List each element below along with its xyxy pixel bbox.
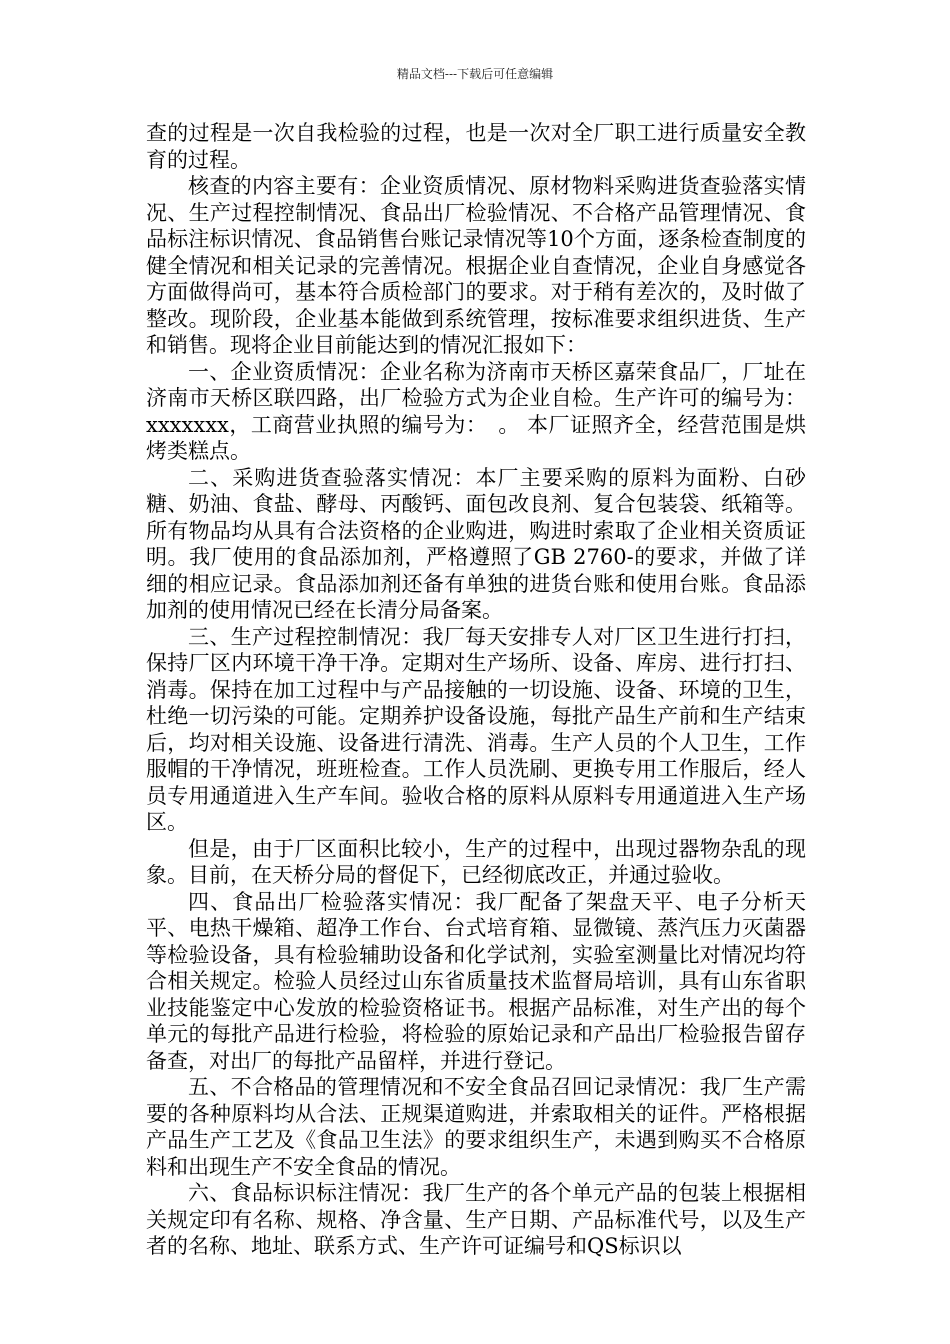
paragraph-production-control: 三、生产过程控制情况：我厂每天安排专人对厂区卫生进行打扫，保持厂区内环境干净干净。定期对生产场所、设备、库房、进行打扫、消毒。保持在加工过程中与产品接触的一切设施、设备、环境的卫生，杜绝一切污染的可能。定期养护设备设施，每批产品生产前和生产结束后，均对相关设施、设备进行清洗、消毒。生产人员的个人卫生，工作服帽的干净情况，班班检查。工作人员洗刷、更换专用工作服后，经人员专用通道进入生产车间。验收合格的原料从原料专用通道进入生产场区。 — [146, 624, 806, 834]
paragraph-qualification: 一、企业资质情况：企业名称为济南市天桥区嘉荣食品厂，厂址在济南市天桥区联四路，出厂检验方式为企业自检。生产许可的编号为：xxxxxxx，工商营业执照的编号为： 。 本厂证照齐全，经营范围是烘烤类糕点。 — [146, 359, 806, 463]
paragraph-labeling: 六、食品标识标注情况：我厂生产的各个单元产品的包装上根据相关规定印有名称、规格、净含量、生产日期、产品标准代号，以及生产者的名称、地址、联系方式、生产许可证编号和QS标识以 — [146, 1181, 806, 1258]
paragraph-factory-inspection: 四、食品出厂检验落实情况：我厂配备了架盘天平、电子分析天平、电热干燥箱、超净工作台、台式培育箱、显微镜、蒸汽压力灭菌器等检验设备，具有检验辅助设备和化学试剂，实验室测量比对情况均符合相关规定。检验人员经过山东省质量技术监督局培训，具有山东省职业技能鉴定中心发放的检验资格证书。根据产品标准，对生产出的每个单元的每批产品进行检验，将检验的原始记录和产品出厂检验报告留存备查，对出厂的每批产品留样，并进行登记。 — [146, 889, 806, 1073]
paragraph-inspection-scope: 核查的内容主要有：企业资质情况、原材物料采购进货查验落实情况、生产过程控制情况、食品出厂检验情况、不合格产品管理情况、食品标注标识情况、食品销售台账记录情况等10个方面，逐条检查制度的健全情况和相关记录的完善情况。根据企业自查情况，企业自身感觉各方面做得尚可，基本符合质检部门的要求。对于稍有差次的，及时做了整改。现阶段，企业基本能做到系统管理，按标准要求组织进货、生产和销售。现将企业目前能达到的情况汇报如下： — [146, 174, 806, 357]
paragraph-continuation: 查的过程是一次自我检验的过程，也是一次对全厂职工进行质量安全教育的过程。 — [146, 121, 806, 172]
paragraph-nonconforming-products: 五、不合格品的管理情况和不安全食品召回记录情况：我厂生产需要的各种原料均从合法、正规渠道购进，并索取相关的证件。严格根据产品生产工艺及《食品卫生法》的要求组织生产，未遇到购买不合格原料和出现生产不安全食品的情况。 — [146, 1075, 806, 1179]
document-body — [146, 120, 806, 1260]
paragraph-purchasing: 二、采购进货查验落实情况：本厂主要采购的原料为面粉、白砂糖、奶油、食盐、酵母、丙酸钙、面包改良剂、复合包装袋、纸箱等。所有物品均从具有合法资格的企业购进，购进时索取了企业相关资质证明。我厂使用的食品添加剂，严格遵照了GB 2760-的要求，并做了详细的相应记录。食品添加剂还备有单独的进货台账和使用台账。食品添加剂的使用情况已经在长清分局备案。 — [146, 465, 806, 622]
page-header: 精品文档---下载后可任意编辑 — [396, 67, 554, 81]
paragraph-rectification: 但是，由于厂区面积比较小，生产的过程中，出现过器物杂乱的现象。目前，在天桥分局的督促下，已经彻底改正，并通过验收。 — [146, 836, 806, 887]
